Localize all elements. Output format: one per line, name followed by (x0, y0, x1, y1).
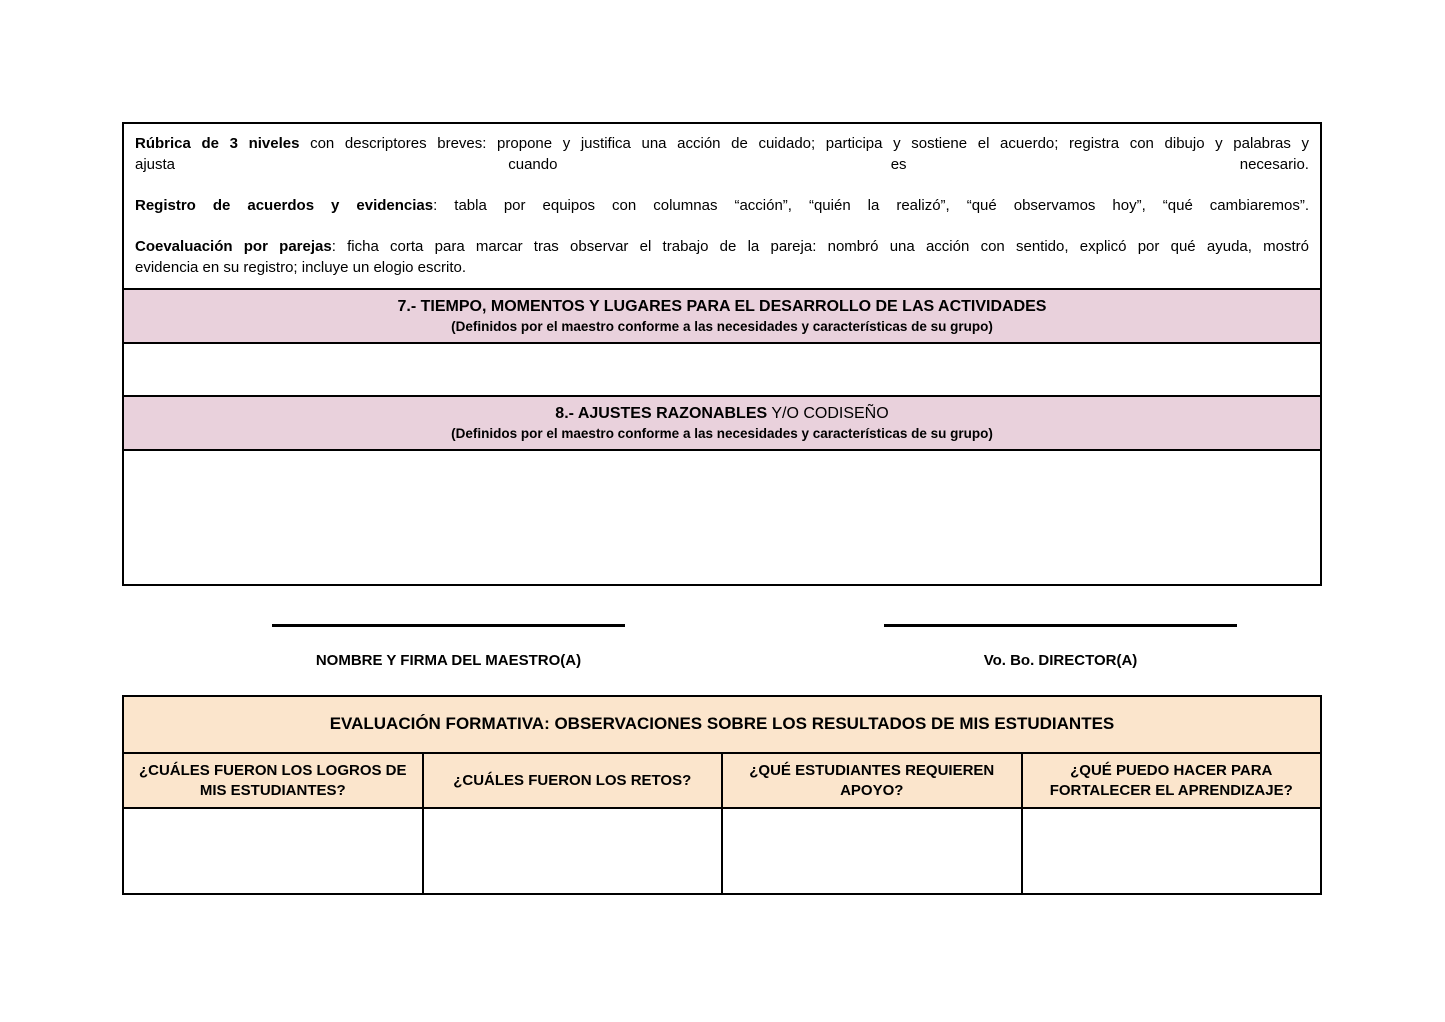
director-signature-label: Vo. Bo. DIRECTOR(A) (983, 652, 1138, 669)
section8-title-bold: 8.- AJUSTES RAZONABLES (555, 405, 768, 422)
justified-word: ajusta (135, 156, 176, 173)
section7-title: 7.- TIEMPO, MOMENTOS Y LUGARES PARA EL DESARROLLO DE LAS ACTIVIDADES (397, 298, 1047, 315)
section8-title-rest: Y/O CODISEÑO (767, 405, 889, 422)
evaluation-instruments-text (124, 124, 1320, 278)
answer-cell-logros (124, 809, 422, 893)
document-sheet (122, 122, 1322, 895)
paragraph-registro-lead: Registro de acuerdos y evidencias (135, 197, 434, 214)
paragraph-registro (135, 195, 1309, 216)
answer-cell-retos (422, 809, 722, 893)
justified-word: es (890, 156, 907, 173)
section8-subtitle: (Definidos por el maestro conforme a las necesidades y características de su grupo) (451, 426, 993, 441)
paragraph-rubrica-body: con descriptores breves: propone y justifica una acción de cuidado; participa y sostiene el acuerdo; registra con dibujo y palabras y (299, 135, 1309, 152)
paragraph-coevaluacion-line2: evidencia en su registro; incluye un elogio escrito. (135, 259, 467, 276)
evaluation-title: EVALUACIÓN FORMATIVA: OBSERVACIONES SOBRE LOS RESULTADOS DE MIS ESTUDIANTES (124, 697, 1320, 754)
paragraph-rubrica (135, 133, 1309, 175)
signature-section (122, 624, 1322, 670)
justified-word: necesario. (1239, 156, 1309, 173)
evaluation-answer-row (124, 809, 1320, 893)
paragraph-registro-body: : tabla por equipos con columnas “acción”, “quién la realizó”, “qué observamos hoy”, “qué cambiaremos”. (433, 197, 1309, 214)
column-header-apoyo: ¿QUÉ ESTUDIANTES REQUIEREN APOYO? (721, 754, 1021, 807)
paragraph-rubrica-line2 (135, 154, 1309, 175)
column-header-fortalecer: ¿QUÉ PUEDO HACER PARA FORTALECER EL APRENDIZAJE? (1021, 754, 1321, 807)
answer-cell-fortalecer (1021, 809, 1321, 893)
column-header-logros: ¿CUÁLES FUERON LOS LOGROS DE MIS ESTUDIANTES? (124, 754, 422, 807)
answer-cell-apoyo (721, 809, 1021, 893)
paragraph-coevaluacion-lead: Coevaluación por parejas (135, 238, 332, 255)
planning-box (122, 122, 1322, 586)
paragraph-rubrica-line1 (135, 133, 1309, 154)
section8-header (124, 397, 1320, 451)
teacher-signature-label: NOMBRE Y FIRMA DEL MAESTRO(A) (315, 652, 582, 669)
section8-title (132, 404, 1312, 424)
paragraph-coevaluacion-body: : ficha corta para marcar tras observar el trabajo de la pareja: nombró una acción con sentido, explicó por qué ayuda, mostró (331, 238, 1309, 255)
justified-word: cuando (508, 156, 558, 173)
formative-evaluation-table (122, 695, 1322, 895)
column-header-retos: ¿CUÁLES FUERON LOS RETOS? (422, 754, 722, 807)
paragraph-rubrica-lead: Rúbrica de 3 niveles (135, 135, 300, 152)
section8-answer-area (124, 451, 1320, 584)
paragraph-coevaluacion (135, 236, 1309, 278)
section7-answer-area (124, 344, 1320, 397)
section7-header (124, 288, 1320, 344)
paragraph-coevaluacion-line1 (135, 236, 1309, 257)
evaluation-header-row (124, 754, 1320, 809)
paragraph-registro-line (135, 195, 1309, 216)
section7-subtitle: (Definidos por el maestro conforme a las necesidades y características de su grupo) (451, 319, 993, 334)
teacher-signature-line (272, 624, 625, 627)
director-signature-line (884, 624, 1237, 627)
